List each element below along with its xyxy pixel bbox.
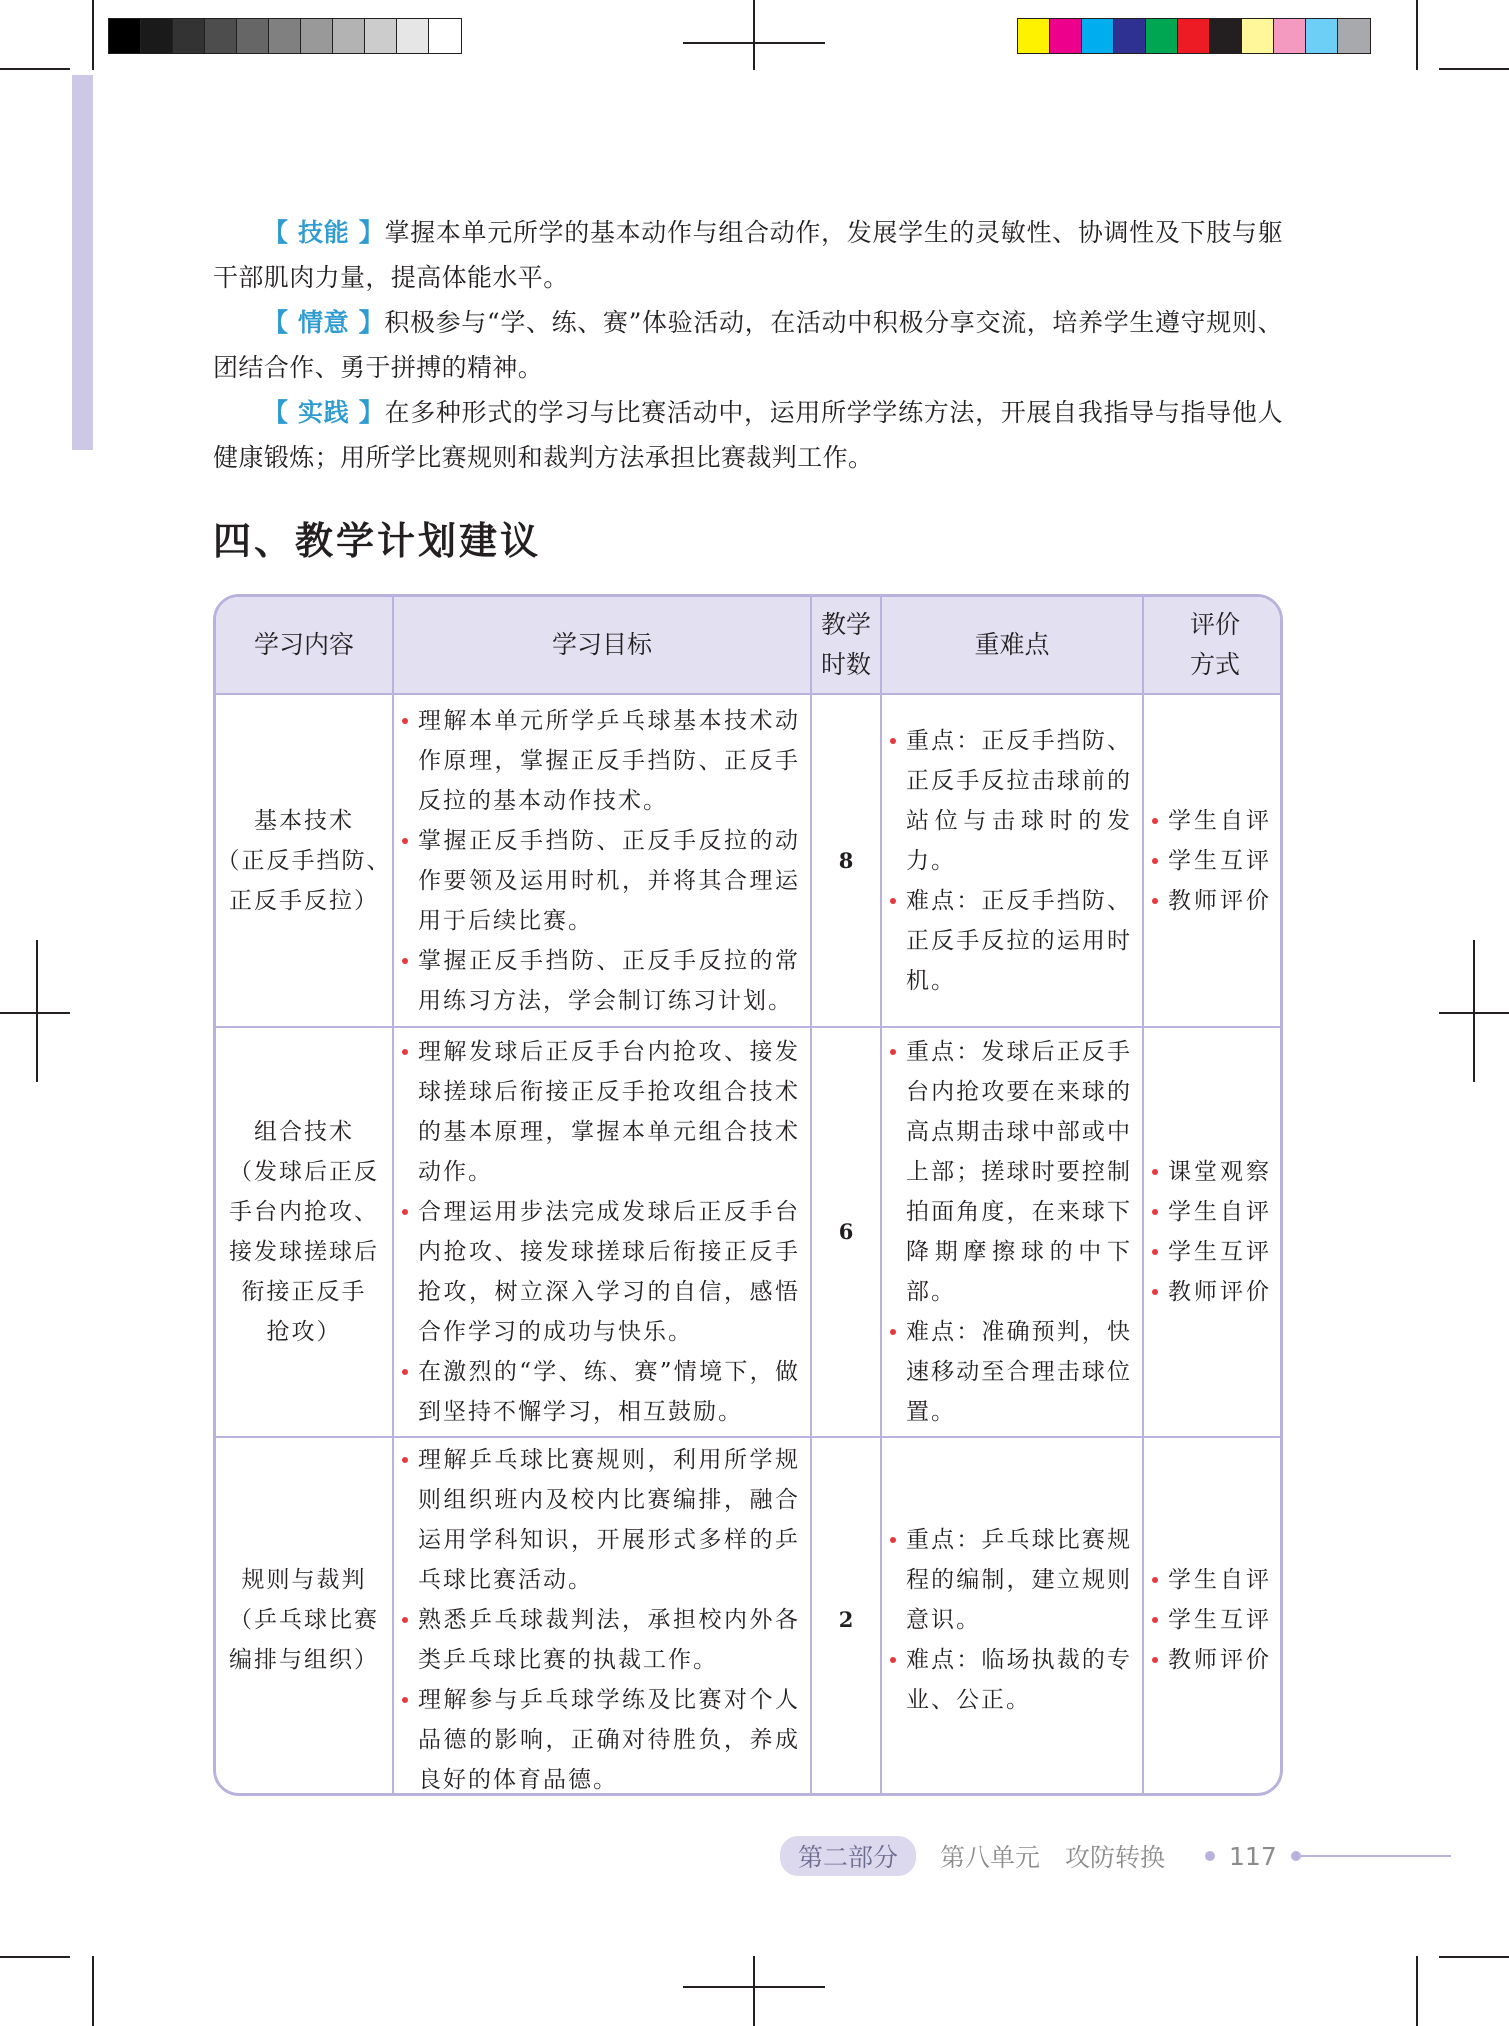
content-line: （发球后正反 bbox=[229, 1159, 379, 1185]
color-swatch bbox=[141, 19, 173, 53]
color-swatch bbox=[397, 19, 429, 53]
header-hours-line: 时数 bbox=[820, 650, 871, 679]
goal-item: 理解乒乓球比赛规则，利用所学规则组织班内及校内比赛编排，融合运用学科知识，开展形式多样的乒乓球比赛活动。 bbox=[398, 1440, 800, 1600]
crop-mark bbox=[92, 1956, 94, 2026]
goal-item: 掌握正反手挡防、正反手反拉的动作要领及运用时机，并将其合理运用于后续比赛。 bbox=[398, 821, 800, 941]
tag-affect: 【 情意 】 bbox=[263, 308, 385, 337]
page-footer bbox=[780, 1836, 1451, 1876]
paragraph-affect bbox=[213, 300, 1283, 390]
table-row bbox=[216, 694, 1283, 1027]
color-swatch bbox=[1274, 19, 1306, 53]
key-point-item: 难点：临场执裁的专业、公正。 bbox=[886, 1640, 1132, 1720]
cell-key-points bbox=[881, 1027, 1143, 1437]
paragraph-text: 积极参与“学、练、赛”体验活动，在活动中积极分享交流，培养学生遵守规则、团结合作、勇于拼搏的精神。 bbox=[213, 308, 1284, 382]
color-swatch bbox=[429, 19, 461, 53]
cell-evaluation bbox=[1143, 694, 1283, 1027]
paragraph-text: 在多种形式的学习与比赛活动中，运用所学学练方法，开展自我指导与指导他人健康锻炼；用所学比赛规则和裁判方法承担比赛裁判工作。 bbox=[213, 398, 1283, 472]
cell-evaluation bbox=[1143, 1027, 1283, 1437]
content-line: 基本技术 bbox=[254, 807, 354, 834]
color-swatch bbox=[365, 19, 397, 53]
color-swatch bbox=[109, 19, 141, 53]
content-line: 编排与组织） bbox=[229, 1647, 379, 1673]
eval-item: 学生互评 bbox=[1148, 1232, 1276, 1272]
eval-item: 学生自评 bbox=[1148, 1560, 1276, 1600]
cell-content bbox=[216, 1027, 393, 1437]
registration-mark bbox=[753, 1956, 755, 2026]
tag-skill: 【 技能 】 bbox=[263, 218, 385, 247]
table-row bbox=[216, 1027, 1283, 1437]
paragraph-skill bbox=[213, 210, 1283, 300]
cell-goals bbox=[393, 1437, 811, 1796]
goal-item: 理解发球后正反手台内抢攻、接发球搓球后衔接正反手抢攻组合技术的基本原理，掌握本单元组合技术动作。 bbox=[398, 1032, 800, 1192]
color-swatch bbox=[1114, 19, 1146, 53]
color-swatch bbox=[1306, 19, 1338, 53]
footer-dot bbox=[1291, 1851, 1301, 1861]
color-swatch bbox=[1082, 19, 1114, 53]
eval-item: 课堂观察 bbox=[1148, 1152, 1276, 1192]
color-swatch bbox=[1242, 19, 1274, 53]
crop-mark bbox=[1439, 68, 1509, 70]
header-evaluation bbox=[1143, 597, 1283, 694]
eval-item: 教师评价 bbox=[1148, 1272, 1276, 1312]
content-line: 接发球搓球后 bbox=[229, 1239, 379, 1265]
crop-mark bbox=[0, 1956, 70, 1958]
goal-item: 熟悉乒乓球裁判法，承担校内外各类乒乓球比赛的执裁工作。 bbox=[398, 1600, 800, 1680]
key-point-item: 难点：正反手挡防、正反手反拉的运用时机。 bbox=[886, 881, 1132, 1001]
content-line: 衔接正反手 bbox=[241, 1279, 367, 1305]
teaching-plan-table bbox=[213, 594, 1283, 1796]
content-line: 手台内抢攻、 bbox=[229, 1199, 379, 1225]
grayscale-color-bar bbox=[108, 18, 462, 54]
goal-item: 掌握正反手挡防、正反手反拉的常用练习方法，学会制订练习计划。 bbox=[398, 941, 800, 1021]
color-swatch bbox=[333, 19, 365, 53]
cell-hours: 6 bbox=[811, 1027, 881, 1437]
process-color-bar bbox=[1017, 18, 1371, 54]
goal-item: 合理运用步法完成发球后正反手台内抢攻、接发球搓球后衔接正反手抢攻，树立深入学习的自信，感悟合作学习的成功与快乐。 bbox=[398, 1192, 800, 1352]
goal-item: 理解本单元所学乒乓球基本技术动作原理，掌握正反手挡防、正反手反拉的基本动作技术。 bbox=[398, 701, 800, 821]
header-eval-line: 评价 bbox=[1189, 610, 1240, 639]
content-line: 规则与裁判 bbox=[241, 1567, 367, 1593]
header-hours-line: 教学 bbox=[820, 610, 871, 639]
crop-mark bbox=[1416, 1956, 1418, 2026]
cell-content bbox=[216, 694, 393, 1027]
paragraph-practice bbox=[213, 390, 1283, 480]
side-bar bbox=[72, 75, 93, 450]
registration-mark bbox=[753, 0, 755, 70]
registration-mark bbox=[1473, 940, 1475, 1082]
crop-mark bbox=[0, 68, 70, 70]
table-row bbox=[216, 1437, 1283, 1796]
color-swatch bbox=[1178, 19, 1210, 53]
goal-item: 理解参与乒乓球学练及比赛对个人品德的影响，正确对待胜负，养成良好的体育品德。 bbox=[398, 1680, 800, 1796]
key-point-item: 重点：乒乓球比赛规程的编制，建立规则意识。 bbox=[886, 1520, 1132, 1640]
crop-mark bbox=[1416, 0, 1418, 70]
color-swatch bbox=[237, 19, 269, 53]
tag-practice: 【 实践 】 bbox=[263, 398, 385, 427]
key-point-item: 重点：正反手挡防、正反手反拉击球前的站位与击球时的发力。 bbox=[886, 721, 1132, 881]
cell-goals bbox=[393, 1027, 811, 1437]
cell-key-points bbox=[881, 1437, 1143, 1796]
cell-goals bbox=[393, 694, 811, 1027]
header-hours bbox=[811, 597, 881, 694]
header-eval-line: 方式 bbox=[1189, 650, 1240, 679]
color-swatch bbox=[205, 19, 237, 53]
footer-part-badge: 第二部分 bbox=[780, 1836, 916, 1876]
eval-item: 学生自评 bbox=[1148, 801, 1276, 841]
key-point-item: 重点：发球后正反手台内抢攻要在来球的高点期击球中部或中上部；搓球时要控制拍面角度，在来球下降期摩擦球的中下部。 bbox=[886, 1032, 1132, 1312]
header-goals: 学习目标 bbox=[393, 597, 811, 694]
crop-mark bbox=[92, 0, 94, 70]
content-line: （正反手挡防、 bbox=[216, 847, 392, 874]
color-swatch bbox=[1146, 19, 1178, 53]
table-header-row bbox=[216, 597, 1283, 694]
eval-item: 学生互评 bbox=[1148, 1600, 1276, 1640]
crop-mark bbox=[1439, 1956, 1509, 1958]
color-swatch bbox=[269, 19, 301, 53]
color-swatch bbox=[1210, 19, 1242, 53]
content-line: 抢攻） bbox=[266, 1319, 342, 1345]
header-key-points: 重难点 bbox=[881, 597, 1143, 694]
footer-unit-title: 第八单元 攻防转换 bbox=[940, 1843, 1166, 1872]
page-number: 117 bbox=[1229, 1841, 1277, 1871]
goal-item: 在激烈的“学、练、赛”情境下，做到坚持不懈学习，相互鼓励。 bbox=[398, 1352, 800, 1432]
eval-item: 教师评价 bbox=[1148, 1640, 1276, 1680]
footer-rule bbox=[1301, 1855, 1451, 1857]
eval-item: 学生自评 bbox=[1148, 1192, 1276, 1232]
header-content: 学习内容 bbox=[216, 597, 393, 694]
color-swatch bbox=[1050, 19, 1082, 53]
cell-content bbox=[216, 1437, 393, 1796]
cell-hours: 2 bbox=[811, 1437, 881, 1796]
color-swatch bbox=[1338, 19, 1370, 53]
color-swatch bbox=[301, 19, 333, 53]
section-title: 四、教学计划建议 bbox=[213, 518, 542, 563]
color-swatch bbox=[173, 19, 205, 53]
content-line: 组合技术 bbox=[254, 1119, 354, 1145]
eval-item: 教师评价 bbox=[1148, 881, 1276, 921]
eval-item: 学生互评 bbox=[1148, 841, 1276, 881]
color-swatch bbox=[1018, 19, 1050, 53]
content-line: 正反手反拉） bbox=[229, 887, 379, 914]
content-line: （乒乓球比赛 bbox=[229, 1607, 379, 1633]
key-point-item: 难点：准确预判，快速移动至合理击球位置。 bbox=[886, 1312, 1132, 1432]
registration-mark bbox=[0, 1012, 70, 1014]
paragraph-text: 掌握本单元所学的基本动作与组合动作，发展学生的灵敏性、协调性及下肢与躯干部肌肉力量，提高体能水平。 bbox=[213, 218, 1283, 292]
registration-mark bbox=[36, 940, 38, 1082]
cell-hours: 8 bbox=[811, 694, 881, 1027]
footer-dot bbox=[1205, 1851, 1215, 1861]
cell-key-points bbox=[881, 694, 1143, 1027]
cell-evaluation bbox=[1143, 1437, 1283, 1796]
